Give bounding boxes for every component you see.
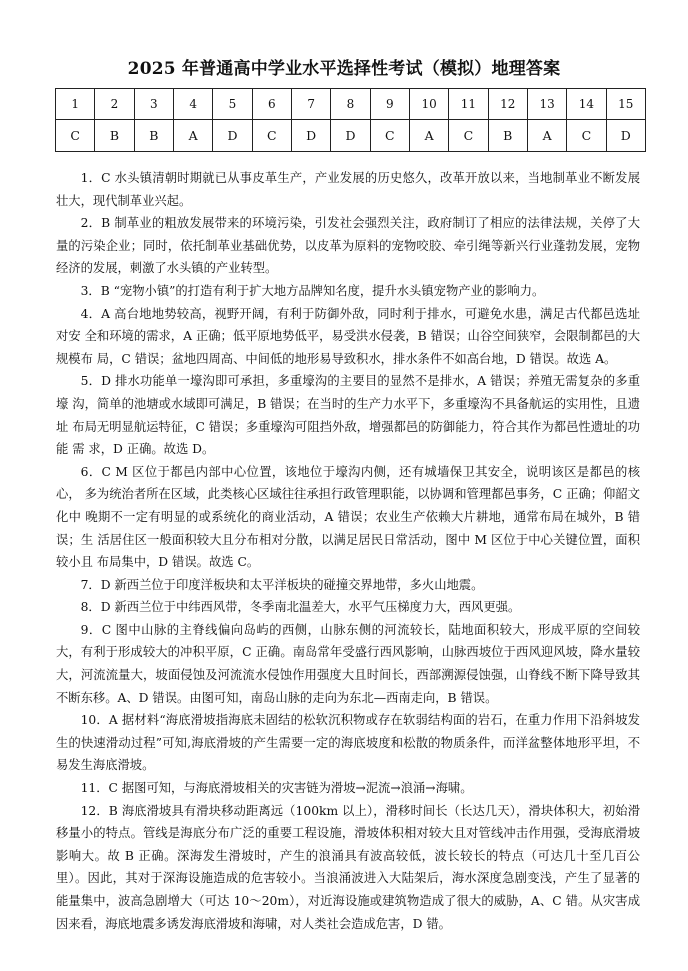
answer-letter: A <box>409 120 448 152</box>
explanation-paragraph: 4．A 高台地地势较高，视野开阔，有利于防御外敌，同时利于排水，可避免水患，满足古代都邑选址对安 全和环境的需求，A 正确；低平原地势低平，易受洪水侵袭，B 错误；山谷空间狭窄，会限制都邑的大规模布 局，C 错误；盆地四周高、中间低的地形易导致积水，排水条件不如高台地，D 错误。故选 A。 <box>56 306 640 366</box>
answer-letter: C <box>567 120 606 152</box>
explanation-paragraph: 7．D 新西兰位于印度洋板块和太平洋板块的碰撞交界地带，多火山地震。 <box>80 577 484 592</box>
answer-letter: D <box>331 120 370 152</box>
question-number: 15 <box>606 89 645 120</box>
explanation-paragraph: 8．D 新西兰位于中纬西风带，冬季南北温差大，水平气压梯度力大，西风更强。 <box>80 600 521 615</box>
answer-letter: D <box>606 120 645 152</box>
explanation-paragraph: 10．A 据材料“海底滑坡指海底未固结的松软沉积物或存在软弱结构面的岩石，在重力作用下沿斜坡发生的快速滑动过程”可知,海底滑坡的产生需要一定的海底坡度和松散的物质条件，而洋盆整体地形平坦，不易发生海底滑坡。 <box>56 713 640 773</box>
question-number: 7 <box>291 89 330 120</box>
question-number: 3 <box>134 89 173 120</box>
question-number: 11 <box>449 89 488 120</box>
explanation-paragraph: 2．B 制革业的粗放发展带来的环境污染，引发社会强烈关注，政府制订了相应的法律法规，关停了大量的污染企业；同时，依托制革业基础优势，以皮革为原料的宠物咬胶、牵引绳等新兴行业蓬勃发展，宠物经济的发展，刺激了水头镇的产业转型。 <box>56 216 640 276</box>
answer-letter: C <box>370 120 409 152</box>
question-number: 4 <box>173 89 212 120</box>
page-title: 2025 年普通高中学业水平选择性考试（模拟）地理答案 <box>127 59 561 79</box>
answer-letter: B <box>134 120 173 152</box>
answer-letter: C <box>252 120 291 152</box>
explanation-paragraph: 11．C 据图可知，与海底滑坡相关的灾害链为滑坡→泥流→浪涌→海啸。 <box>80 781 473 796</box>
answer-letter: A <box>173 120 212 152</box>
question-number: 9 <box>370 89 409 120</box>
question-number-row <box>56 89 646 120</box>
answer-letter: B <box>488 120 527 152</box>
answer-letter: B <box>95 120 134 152</box>
question-number: 6 <box>252 89 291 120</box>
question-number: 1 <box>56 89 95 120</box>
answer-letter: C <box>56 120 95 152</box>
question-number: 14 <box>567 89 606 120</box>
question-number: 5 <box>213 89 252 120</box>
answer-letter: D <box>213 120 252 152</box>
explanations <box>56 167 640 935</box>
answer-letter: A <box>527 120 566 152</box>
answer-letter: D <box>291 120 330 152</box>
question-number: 8 <box>331 89 370 120</box>
explanation-paragraph: 1．C 水头镇清朝时期就已从事皮革生产，产业发展的历史悠久，改革开放以来，当地制革业不断发展壮大，现代制革业兴起。 <box>56 171 640 208</box>
answer-table <box>55 88 646 152</box>
explanation-paragraph: 12．B 海底滑坡具有滑块移动距离远（100km 以上），滑移时间长（长达几天），滑块体积大，初始滑移量小的特点。管线是海底分布广泛的重要工程设施，滑坡体积相对较大且对管线冲击作用强，受海底滑坡影响大。故 B 正确。深海发生滑坡时，产生的浪涌具有波高较低，波长较长的特点（可达几十至几百公里）。因此，其对于深海设施造成的危害较小。当浪涌波进入大陆架后，海水深度急剧变浅，产生了显著的能量集中，波高急剧增大（可达 10～20m），对近海设施或建筑物造成了很大的威胁，A、C 错。从灾害成因来看，海底地震多诱发海底滑坡和海啸，对人类社会造成危害，D 错。 <box>56 803 640 931</box>
answer-letter-row <box>56 120 646 152</box>
explanation-paragraph: 6．C M 区位于都邑内部中心位置，该地位于壕沟内侧，还有城墙保卫其安全，说明该区是都邑的核心， 多为统治者所在区域，此类核心区域往往承担行政管理职能，以协调和管理都邑事务，C 正确；仰韶文化中 晚期不一定有明显的或系统化的商业活动，A 错误；农业生产依赖大片耕地，通常布局在城外，B 错误；生 活居住区一般面积较大且分布相对分散，以满足居民日常活动，图中 M 区位于中心关键位置，面积较小且 布局集中，D 错误。故选 C。 <box>56 464 640 570</box>
answer-letter: C <box>449 120 488 152</box>
explanation-paragraph: 9．C 图中山脉的主脊线偏向岛屿的西侧，山脉东侧的河流较长，陆地面积较大，形成平原的空间较大，有利于形成较大的冲积平原，C 正确。南岛常年受盛行西风影响，山脉西坡位于西风迎风坡，降水量较大，河流流量大，坡面侵蚀及河流流水侵蚀作用强度大且时间长，西部溯源侵蚀强，山脊线不断下降导致其不断东移。A、D 错误。由图可知，南岛山脉的走向为东北—西南走向，B 错误。 <box>56 622 640 705</box>
question-number: 12 <box>488 89 527 120</box>
explanation-paragraph: 3．B “宠物小镇”的打造有利于扩大地方品牌知名度，提升水头镇宠物产业的影响力。 <box>80 283 545 298</box>
explanation-paragraph: 5．D 排水功能单一壕沟即可承担，多重壕沟的主要目的显然不是排水，A 错误；养殖无需复杂的多重壕 沟，简单的池塘或水域即可满足，B 错误；在当时的生产力水平下，多重壕沟不具备航运的实用性，且遗址 布局无明显航运特征，C 错误；多重壕沟可阻挡外敌，增强都邑的防御能力，符合其作为都邑性遗址的功能 需 求，D 正确。故选 D。 <box>56 374 640 457</box>
question-number: 2 <box>95 89 134 120</box>
question-number: 10 <box>409 89 448 120</box>
question-number: 13 <box>527 89 566 120</box>
